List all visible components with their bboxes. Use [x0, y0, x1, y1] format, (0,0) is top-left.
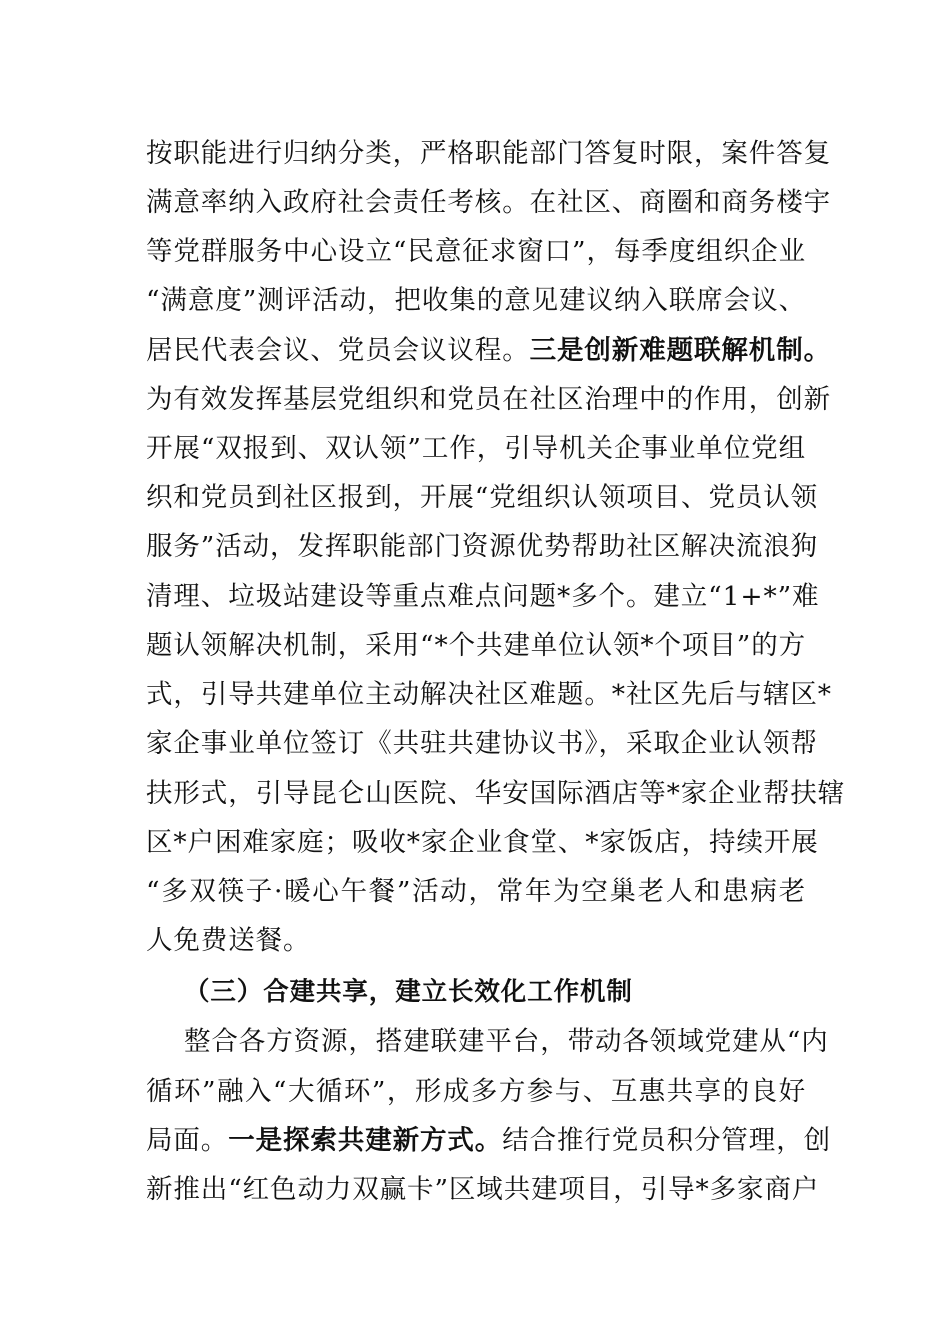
body-line: “多双筷子·暖心午餐”活动，常年为空巢老人和患病老 [146, 876, 806, 907]
body-line: 为有效发挥基层党组织和党员在社区治理中的作用，创新 [146, 384, 831, 415]
body-line: 服务”活动，发挥职能部门资源优势帮助社区解决流浪狗 [146, 531, 819, 562]
body-line: 满意率纳入政府社会责任考核。在社区、商圈和商务楼宇 [146, 187, 831, 218]
body-line: 式，引导共建单位主动解决社区难题。*社区先后与辖区* [146, 679, 832, 710]
body-text: 居民代表会议、党员会议议程。 [146, 335, 530, 366]
body-line: 扶形式，引导昆仑山医院、华安国际酒店等*家企业帮扶辖 [146, 778, 846, 809]
body-line: 开展“双报到、双认领”工作，引导机关企事业单位党组 [146, 433, 806, 464]
emphasis-text: 三是创新难题联解机制。 [529, 335, 832, 366]
body-line: 循环”融入“大循环”，形成多方参与、互惠共享的良好 [146, 1076, 806, 1107]
body-line: 新推出“红色动力双赢卡”区域共建项目，引导*多家商户 [146, 1174, 820, 1205]
body-line: 区*户困难家庭；吸收*家企业食堂、*家饭店，持续开展 [146, 827, 819, 858]
body-line: 家企事业单位签订《共驻共建协议书》，采取企业认领帮 [146, 728, 818, 759]
body-text: 局面。 [146, 1125, 229, 1156]
body-line: “满意度”测评活动，把收集的意见建议纳入联席会议、 [146, 285, 806, 316]
body-line: 题认领解决机制，采用“*个共建单位认领*个项目”的方 [146, 630, 806, 661]
body-line-with-emphasis [146, 331, 832, 371]
body-line: 织和党员到社区报到，开展“党组织认领项目、党员认领 [146, 482, 819, 513]
body-line: 等党群服务中心设立“民意征求窗口”，每季度组织企业 [146, 236, 806, 267]
body-line: 清理、垃圾站建设等重点难点问题*多个。建立“1+*”难 [146, 581, 820, 612]
body-line: 整合各方资源，搭建联建平台，带动各领域党建从“内 [184, 1026, 829, 1057]
body-line-with-emphasis [146, 1121, 832, 1161]
body-text: 结合推行党员积分管理，创 [502, 1125, 832, 1156]
body-line: 按职能进行归纳分类，严格职能部门答复时限，案件答复 [146, 138, 831, 169]
body-line: 人免费送餐。 [146, 925, 311, 956]
emphasis-text: 一是探索共建新方式。 [228, 1125, 503, 1156]
section-heading: （三）合建共享，建立长效化工作机制 [184, 977, 633, 1007]
